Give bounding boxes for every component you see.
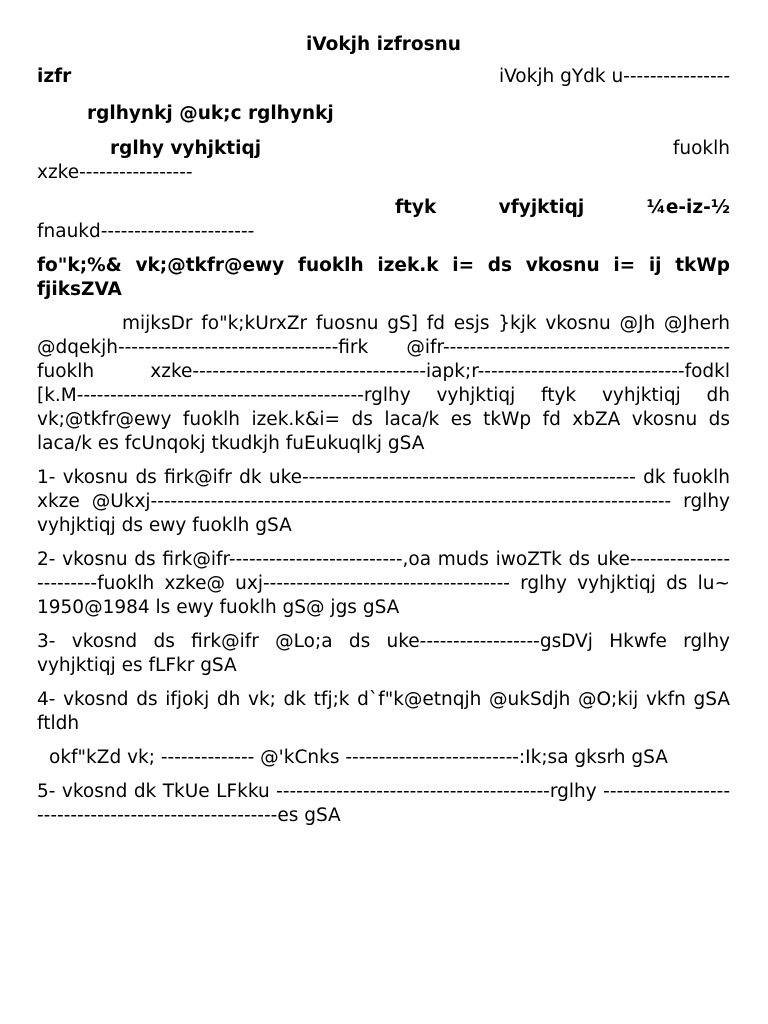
district-line	[37, 196, 730, 220]
patwari-halka-no: iVokjh gYdk u----------------	[498, 66, 730, 87]
point-1: 1- vkosnu ds firk@ifr dk uke-------------------------------------------------- dk fuoklh xkze @Ukxj------------------------------------------------------------------------------ rglhy vyhjktiqj ds ewy fuoklh gSA	[37, 467, 730, 536]
point-4-income: okf"kZd vk; -------------- @'kCnks --------------------------:Ik;sa gksrh gSA	[49, 747, 668, 768]
tehsil-line	[37, 137, 730, 161]
tehsildar-line: rglhynkj @uk;c rglhynkj	[87, 103, 334, 124]
tehsil-name: rglhy vyhjktiqj	[110, 138, 262, 159]
village-line: xzke-----------------	[37, 162, 193, 183]
point-4: 4- vkosnd ds ifjokj dh vk; dk tfj;k d`f"k@etnqjh @ukSdjh @O;kij vkfn gSA ftldh	[37, 689, 730, 734]
subject-line: fo"k;%& vk;@tkfr@ewy fuoklh izek.k i= ds vkosnu i= ij tkWp fjiksZVA	[37, 255, 730, 300]
date-line: fnaukd-----------------------	[37, 221, 255, 242]
point-3: 3- vkosnd ds firk@ifr @Lo;a ds uke------------------gsDVj Hkwfe rglhy vyhjktiqj es fLFkr gSA	[37, 631, 730, 676]
to-label: izfr	[37, 66, 72, 87]
district-name: vfyjktiqj	[498, 197, 585, 218]
resident-label: fuoklh	[672, 138, 730, 159]
body-paragraph: mijksDr fo"k;kUrxZr fuosnu gS] fd esjs }kjk vkosnu @Jh @Jherh @dqekjh---------------------------------firk @ifr-------------------------------------------fuoklh xzke-----------------------------------iapk;r-------------------------------fodkl [k.M-------------------------------------------rglhy vyhjktiqj ftyk vyhjktiqj dh vk;@tkfr@ewy fuoklh izek.k&i= ds laca/k es tkWp fd xbZA vkosnu ds laca/k es fcUnqokj tkudkjh fuEukuqlkj gSA	[37, 313, 730, 454]
point-2: 2- vkosnu ds firk@ifr--------------------------,oa muds iwoZTk ds uke------------------------fuoklh xzke@ uxj------------------------------------- rglhy vyhjktiqj ds lu~ 1950@1984 ls ewy fuoklh gS@ jgs gSA	[37, 549, 730, 618]
point-5: 5- vkosnd dk TkUe LFkku -----------------------------------------rglhy -------------------------------------------------------es gSA	[37, 781, 730, 826]
state-abbr: ¼e-iz-½	[646, 197, 730, 218]
document-title: iVokjh izfrosnu	[306, 34, 461, 55]
district-label: ftyk	[395, 197, 437, 218]
addressee-line	[37, 65, 730, 89]
